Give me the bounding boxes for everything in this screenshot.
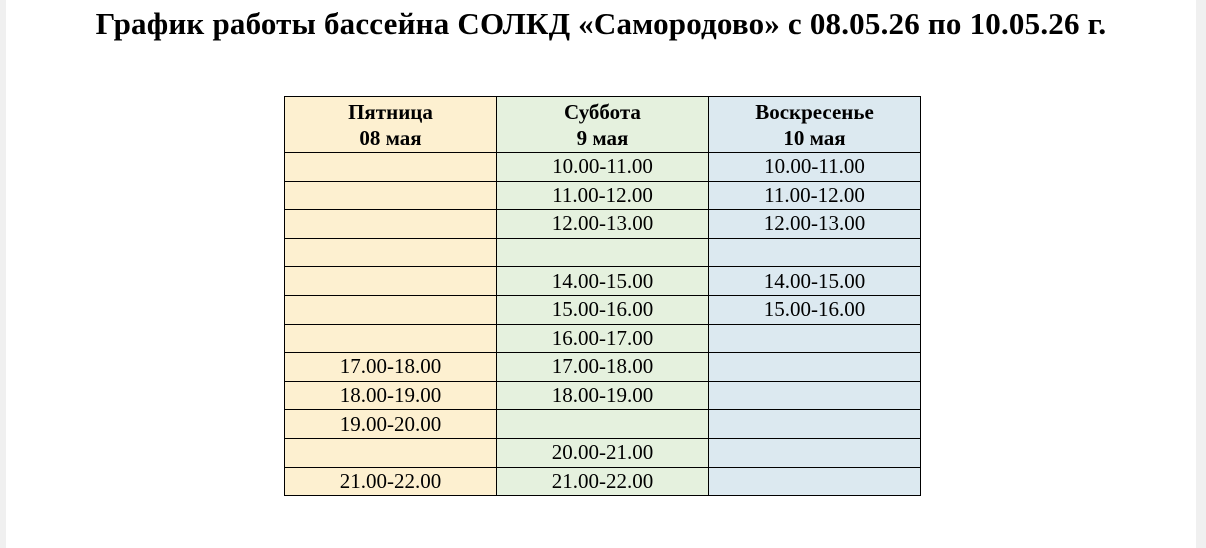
page-title: График работы бассейна СОЛКД «Самородово» с 08.05.26 по 10.05.26 г. [95, 6, 1107, 41]
table-row [285, 181, 921, 210]
header-date-label: 10 мая [783, 125, 846, 150]
friday-cell [285, 210, 497, 239]
header-friday [285, 97, 497, 153]
table-row [285, 353, 921, 382]
friday-cell: 19.00-20.00 [285, 410, 497, 439]
sunday-cell [709, 381, 921, 410]
saturday-cell: 14.00-15.00 [497, 267, 709, 296]
friday-cell [285, 238, 497, 267]
schedule-table [284, 96, 921, 496]
sunday-cell: 14.00-15.00 [709, 267, 921, 296]
friday-cell [285, 181, 497, 210]
header-date-label: 08 мая [359, 125, 422, 150]
table-row [285, 210, 921, 239]
friday-cell: 18.00-19.00 [285, 381, 497, 410]
friday-cell [285, 295, 497, 324]
saturday-cell: 10.00-11.00 [497, 153, 709, 182]
table-row [285, 153, 921, 182]
saturday-cell: 15.00-16.00 [497, 295, 709, 324]
sunday-cell: 12.00-13.00 [709, 210, 921, 239]
header-saturday [497, 97, 709, 153]
sunday-cell: 10.00-11.00 [709, 153, 921, 182]
table-row [285, 324, 921, 353]
friday-cell [285, 324, 497, 353]
table-row [285, 410, 921, 439]
header-day-label: Суббота [564, 99, 641, 124]
friday-cell: 17.00-18.00 [285, 353, 497, 382]
saturday-cell: 21.00-22.00 [497, 467, 709, 496]
sunday-cell [709, 238, 921, 267]
header-row [285, 97, 921, 153]
sunday-cell [709, 410, 921, 439]
saturday-cell: 11.00-12.00 [497, 181, 709, 210]
friday-cell [285, 438, 497, 467]
table-row [285, 295, 921, 324]
sunday-cell: 11.00-12.00 [709, 181, 921, 210]
friday-cell [285, 267, 497, 296]
table-row [285, 267, 921, 296]
friday-cell: 21.00-22.00 [285, 467, 497, 496]
saturday-cell: 20.00-21.00 [497, 438, 709, 467]
header-day-label: Пятница [348, 99, 433, 124]
sunday-cell [709, 467, 921, 496]
saturday-cell: 12.00-13.00 [497, 210, 709, 239]
saturday-cell: 16.00-17.00 [497, 324, 709, 353]
saturday-cell [497, 410, 709, 439]
header-date-label: 9 мая [576, 125, 629, 150]
sunday-cell [709, 438, 921, 467]
saturday-cell: 17.00-18.00 [497, 353, 709, 382]
saturday-cell: 18.00-19.00 [497, 381, 709, 410]
table-row [285, 381, 921, 410]
document-page [6, 0, 1196, 548]
table-row [285, 238, 921, 267]
saturday-cell [497, 238, 709, 267]
sunday-cell: 15.00-16.00 [709, 295, 921, 324]
table-row [285, 438, 921, 467]
header-day-label: Воскресенье [755, 99, 874, 124]
table-row [285, 467, 921, 496]
sunday-cell [709, 353, 921, 382]
header-sunday [709, 97, 921, 153]
sunday-cell [709, 324, 921, 353]
friday-cell [285, 153, 497, 182]
